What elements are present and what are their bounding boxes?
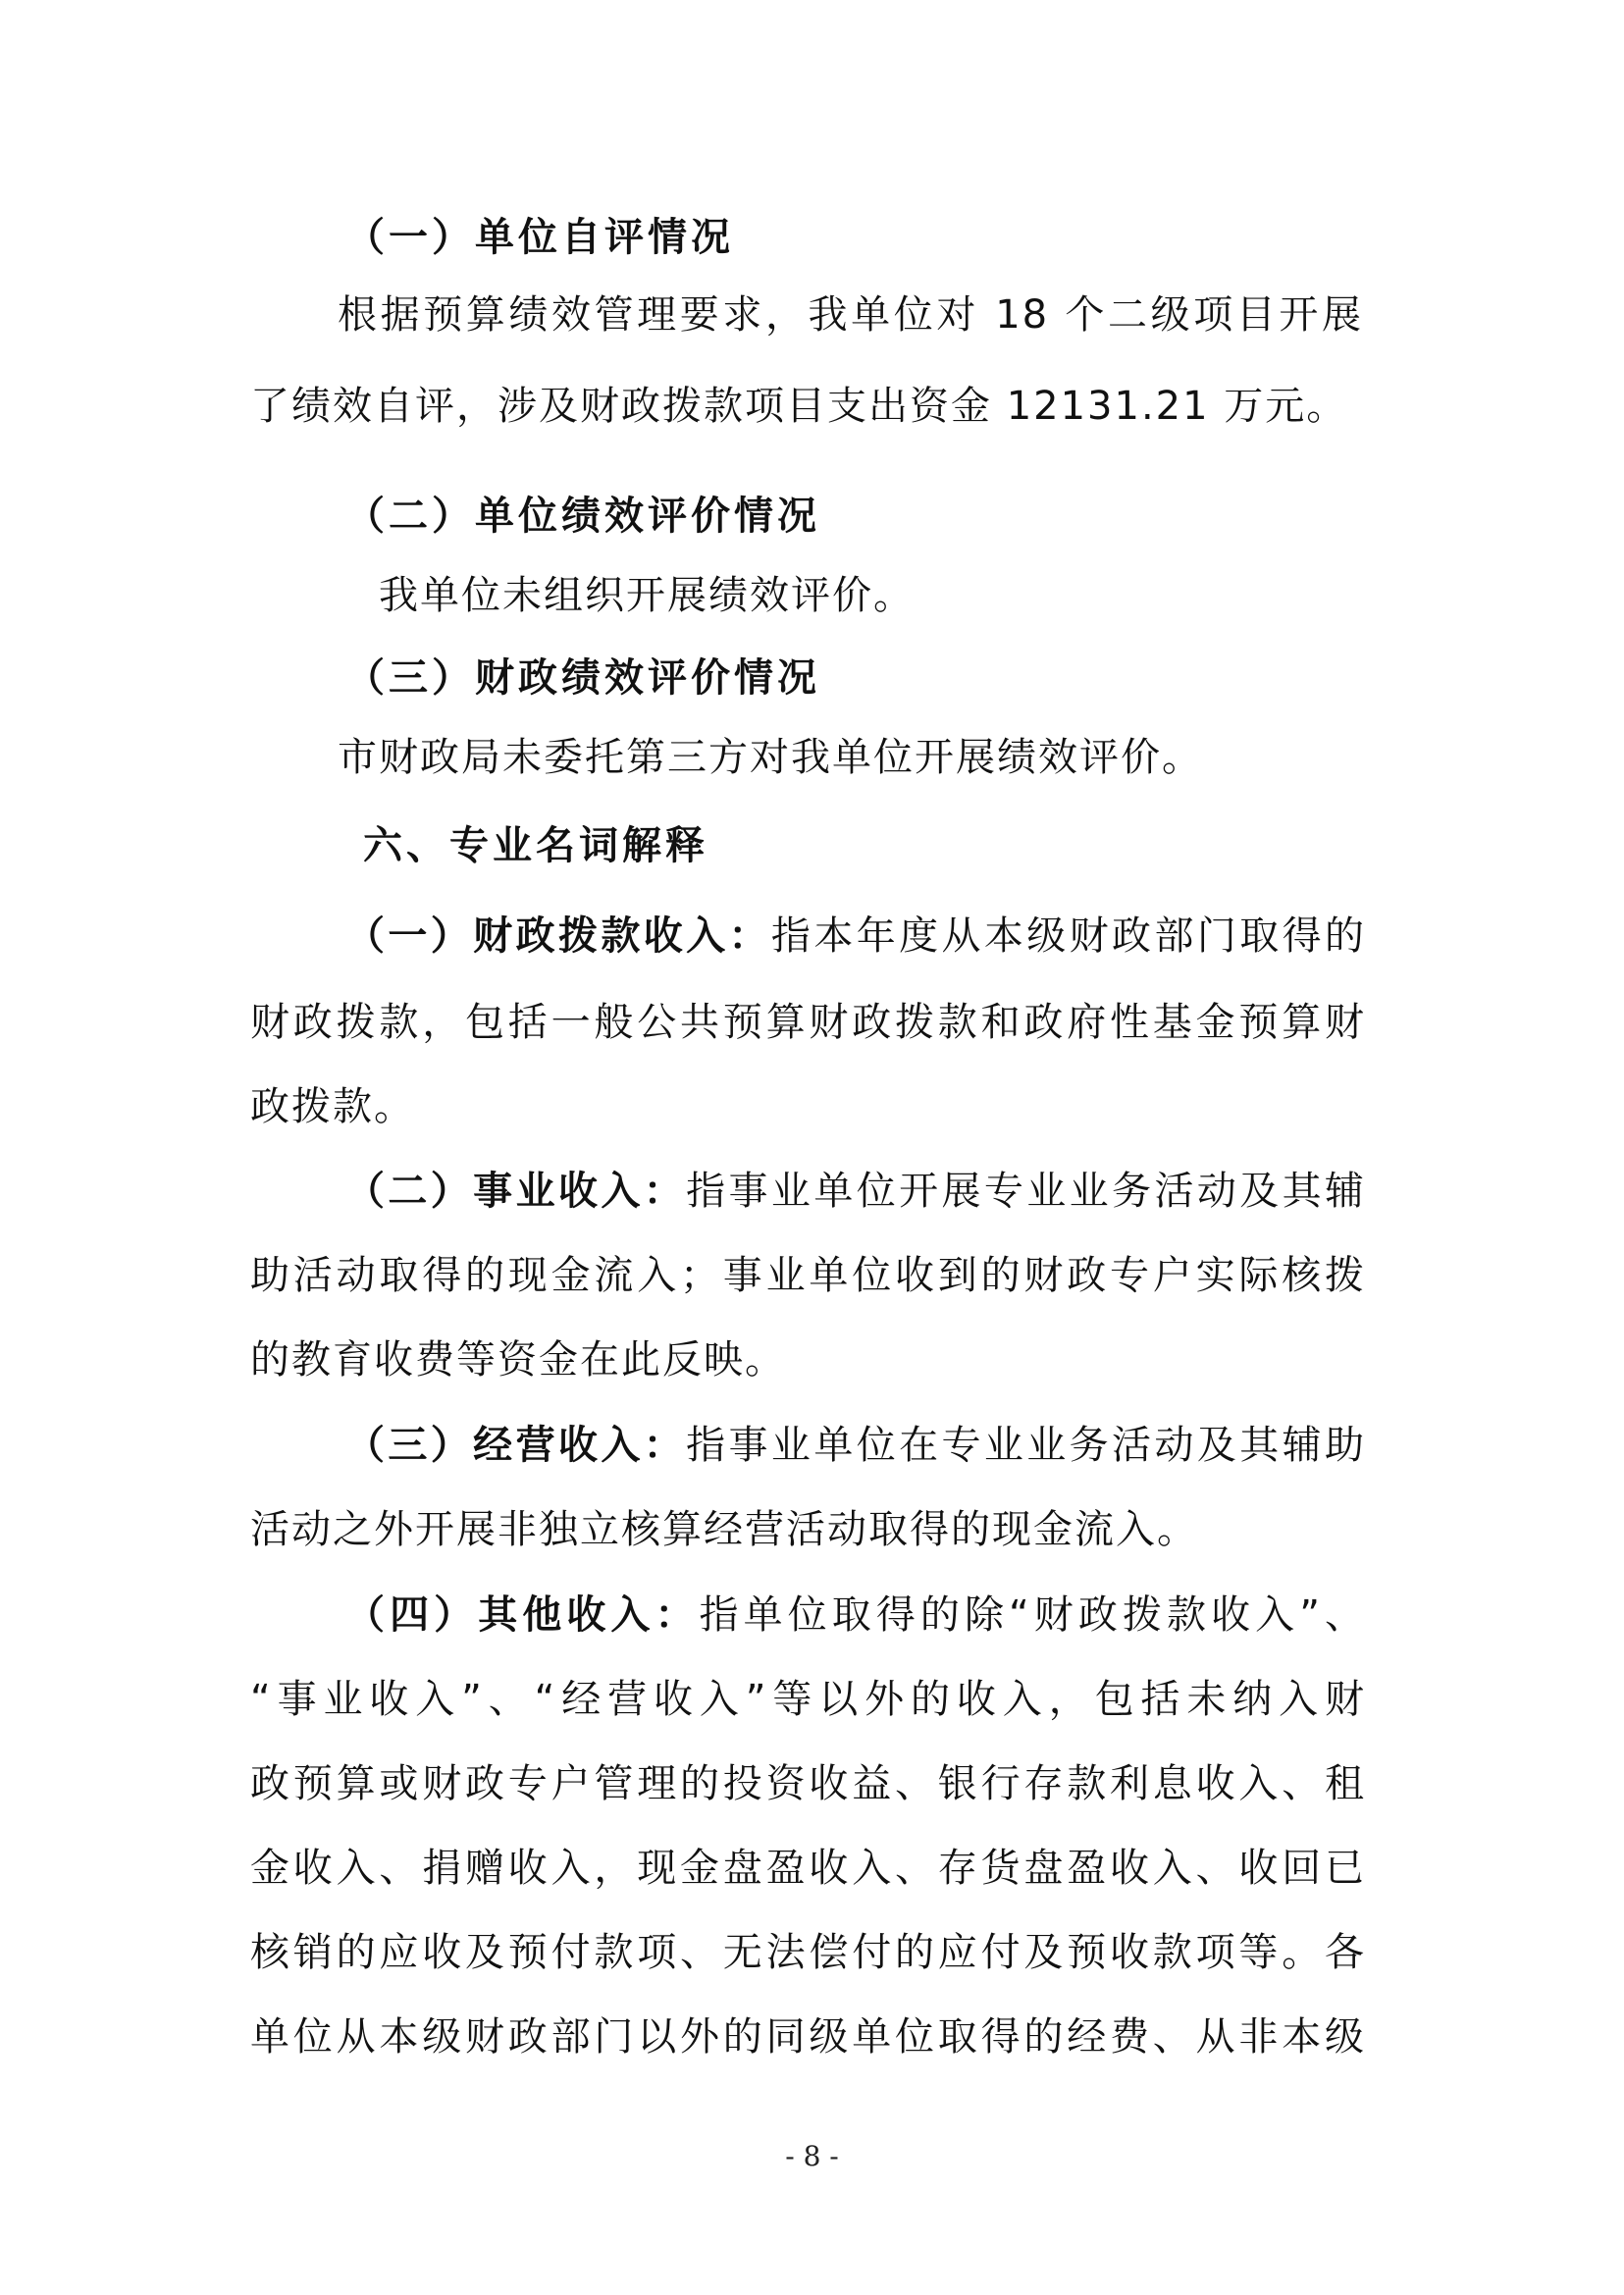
section-heading-finance-evaluation: （三）财政绩效评价情况 — [345, 655, 820, 701]
paragraph-line: “事业收入”、“经营收入”等以外的收入，包括未纳入财 — [250, 1677, 1366, 1722]
paragraph-line: 政拨款。 — [250, 1084, 415, 1129]
term-definition-line — [345, 1591, 1366, 1639]
chapter-heading: 六、专业名词解释 — [363, 823, 708, 868]
page-number: - 8 - — [785, 2140, 839, 2172]
section-heading-unit-evaluation: （二）单位绩效评价情况 — [345, 494, 820, 539]
term-label: （一）财政拨款收入： — [345, 913, 771, 959]
term-label: （二）事业收入： — [345, 1169, 687, 1214]
paragraph-line: 我单位未组织开展绩效评价。 — [379, 573, 915, 618]
term-definition-line — [345, 1422, 1366, 1469]
paragraph-line: 市财政局未委托第三方对我单位开展绩效评价。 — [338, 735, 1203, 780]
paragraph-line: 财政拨款，包括一般公共预算财政拨款和政府性基金预算财 — [250, 1000, 1366, 1045]
term-label: （三）经营收入： — [345, 1423, 687, 1468]
term-definition-line — [345, 1168, 1366, 1215]
paragraph-line: 根据预算绩效管理要求，我单位对 18 个二级项目开展 — [338, 292, 1363, 338]
paragraph-line: 单位从本级财政部门以外的同级单位取得的经费、从非本级 — [250, 2014, 1366, 2060]
paragraph-line: 金收入、捐赠收入，现金盘盈收入、存货盘盈收入、收回已 — [250, 1846, 1366, 1891]
paragraph-line: 活动之外开展非独立核算经营活动取得的现金流入。 — [250, 1507, 1198, 1552]
paragraph-line: 助活动取得的现金流入；事业单位收到的财政专户实际核拨 — [250, 1253, 1366, 1298]
paragraph-line: 的教育收费等资金在此反映。 — [250, 1337, 786, 1382]
paragraph-line: 政预算或财政专户管理的投资收益、银行存款利息收入、租 — [250, 1761, 1366, 1806]
section-heading-self-evaluation: （一）单位自评情况 — [345, 215, 734, 260]
term-definition-line — [345, 913, 1366, 960]
term-text: 指事业单位开展专业业务活动及其辅 — [686, 1169, 1367, 1214]
term-text: 指本年度从本级财政部门取得的 — [770, 913, 1367, 959]
term-text: 指单位取得的除“财政拨款收入”、 — [699, 1592, 1367, 1638]
term-text: 指事业单位在专业业务活动及其辅助 — [686, 1423, 1367, 1468]
paragraph-line: 核销的应收及预付款项、无法偿付的应付及预收款项等。各 — [250, 1930, 1366, 1975]
term-label: （四）其他收入： — [345, 1592, 700, 1638]
paragraph-line: 了绩效自评，涉及财政拨款项目支出资金 12131.21 万元。 — [250, 384, 1348, 429]
